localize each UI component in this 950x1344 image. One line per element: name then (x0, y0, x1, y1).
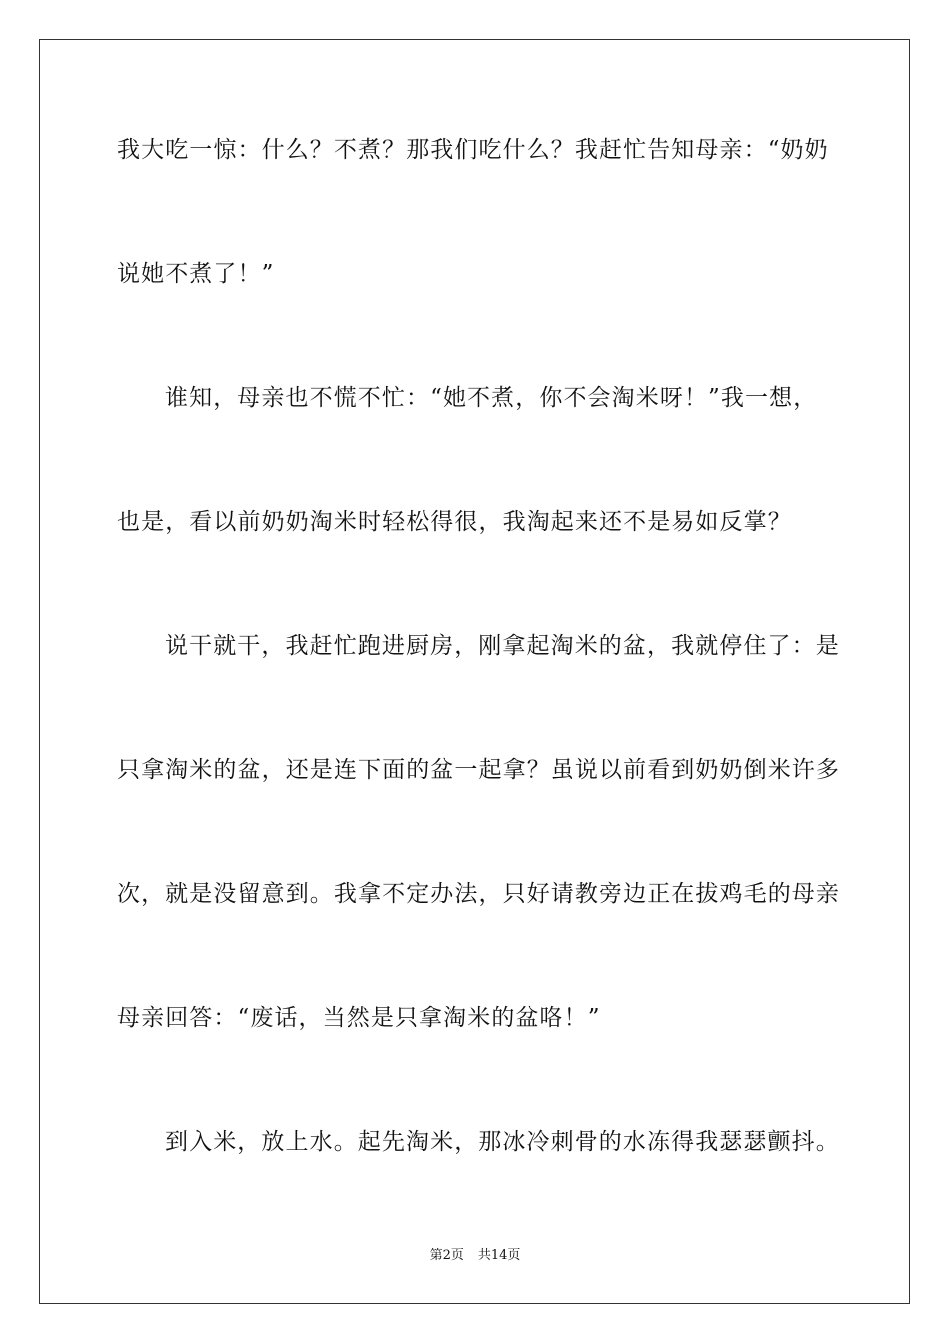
text-line-5: 说干就干，我赶忙跑进厨房，刚拿起淘米的盆，我就停住了：是 (165, 633, 840, 659)
text-line-7: 次，就是没留意到。我拿不定办法，只好请教旁边正在拔鸡毛的母亲 (117, 881, 840, 907)
text-line-4: 也是，看以前奶奶淘米时轻松得很，我淘起来还不是易如反掌？ (117, 509, 792, 535)
text-line-3: 谁知，母亲也不慌不忙：“她不煮，你不会淘米呀！”我一想， (165, 385, 818, 411)
text-line-6: 只拿淘米的盆，还是连下面的盆一起拿？虽说以前看到奶奶倒米许多 (117, 757, 840, 783)
page-number-current: 第2页 (429, 1248, 464, 1263)
page-number-total: 共14页 (477, 1248, 521, 1263)
page-border (39, 39, 910, 1304)
page-footer (0, 1248, 950, 1264)
text-line-8: 母亲回答：“废话，当然是只拿淘米的盆咯！” (117, 1005, 601, 1031)
text-line-2: 说她不煮了！” (117, 261, 275, 287)
text-line-1: 我大吃一惊：什么？不煮？那我们吃什么？我赶忙告知母亲：“奶奶 (117, 137, 829, 163)
text-line-9: 到入米，放上水。起先淘米，那冰冷刺骨的水冻得我瑟瑟颤抖。 (165, 1129, 840, 1155)
